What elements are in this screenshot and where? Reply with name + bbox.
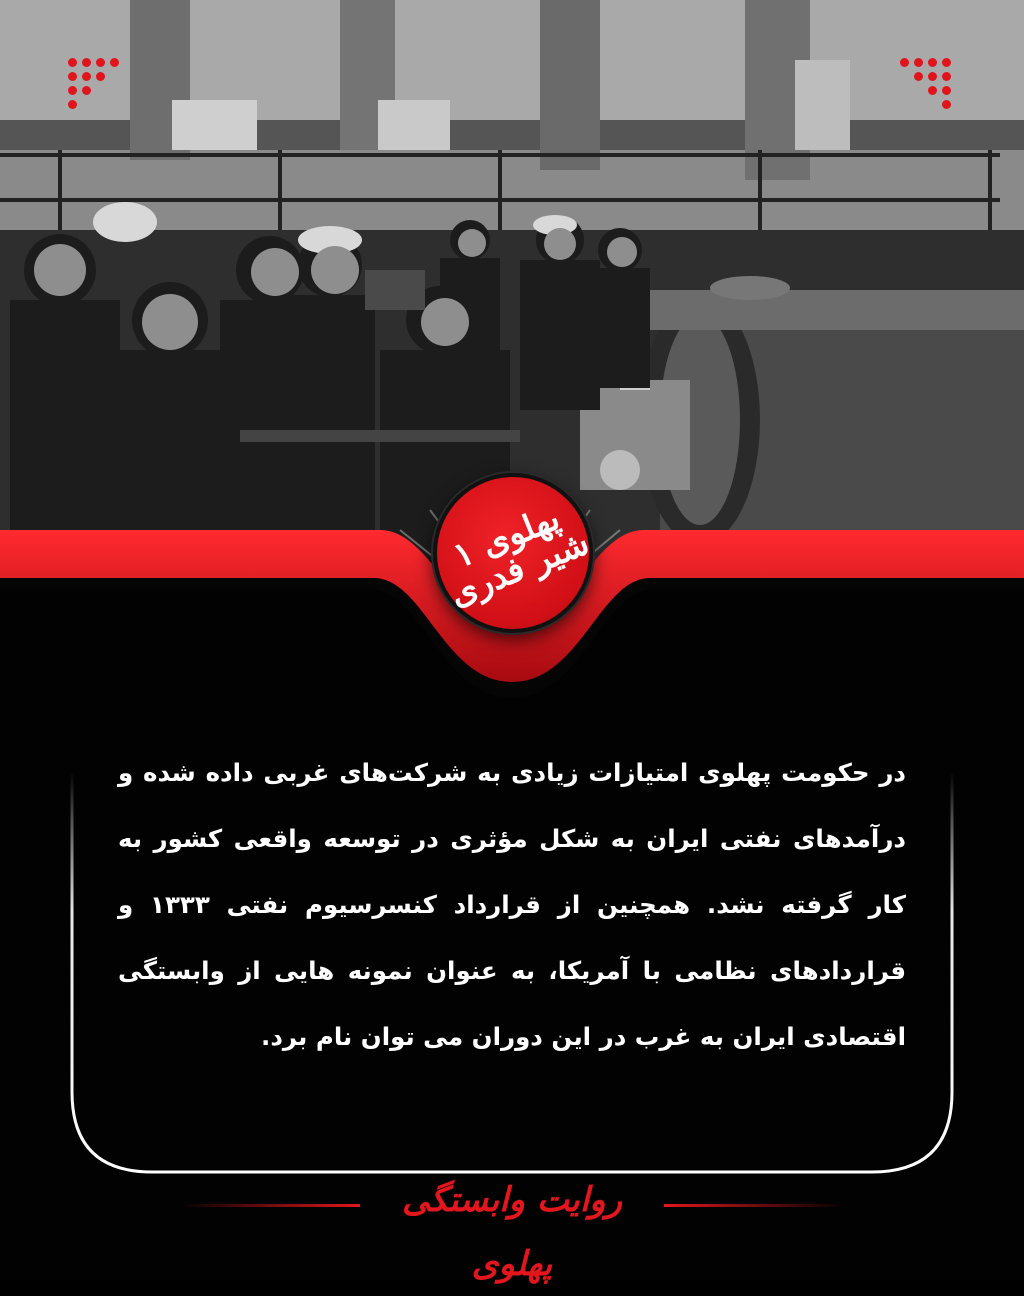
- logo-badge: [433, 473, 593, 633]
- dot-pattern-left-icon: [68, 58, 128, 118]
- body-paragraph: در حکومت پهلوی امتیازات زیادی به شرکت‌های غربی داده شده و درآمدهای نفتی ایران به شکل مؤثری در توسعه واقعی کشور به کار گرفته نشد. همچنین از قرارداد کنسرسیوم نفتی ۱۳۳۳ و قراردادهای نظامی با آمریکا، به عنوان نمونه هایی از وابستگی اقتصادی ایران به غرب در این دوران می توان نام برد.: [118, 758, 906, 1051]
- dot-pattern-right-icon: [900, 58, 960, 118]
- footer-title: روایت وابستگی پهلوی: [401, 1180, 622, 1284]
- logo-text: پهلوی ۱ شیر فدری: [443, 497, 595, 615]
